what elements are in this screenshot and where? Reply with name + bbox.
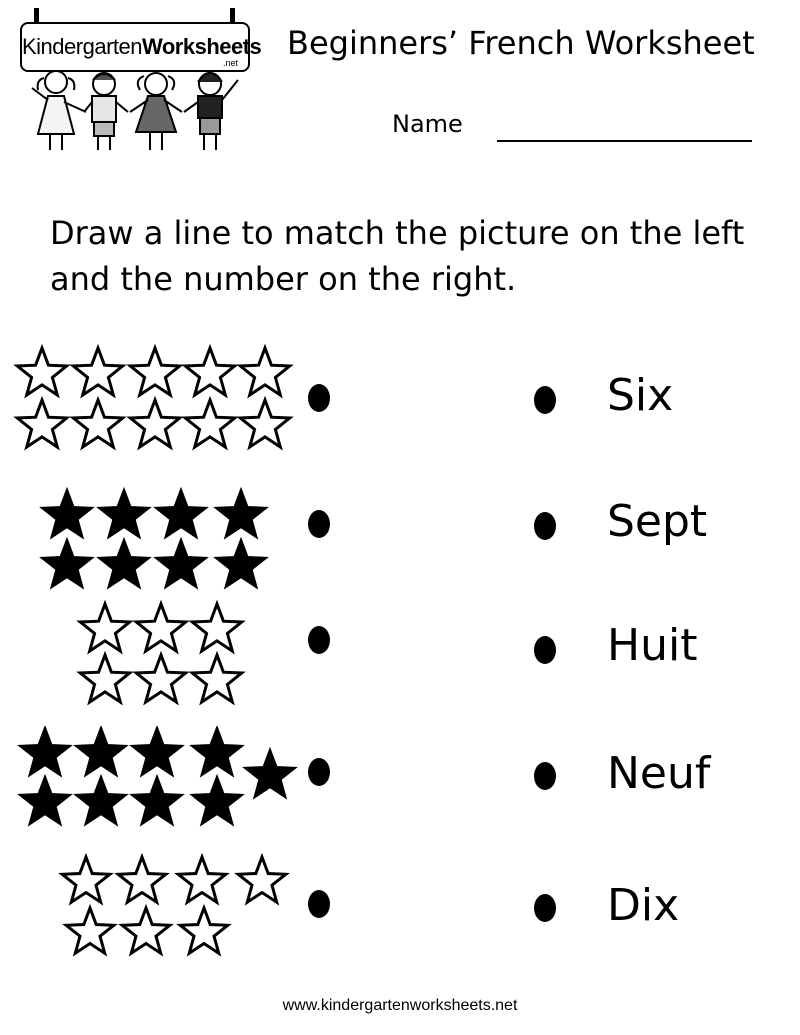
outline-star-icon — [118, 857, 166, 902]
outline-star-icon — [130, 400, 179, 447]
outline-star-icon — [122, 908, 170, 953]
worksheet-title: Beginners’ French Worksheet — [287, 24, 755, 62]
outline-star-icon — [80, 655, 129, 702]
filled-star-icon — [100, 541, 148, 586]
outline-star-icon — [80, 604, 129, 651]
left-match-dot[interactable] — [308, 626, 330, 654]
left-match-dot[interactable] — [308, 890, 330, 918]
filled-star-icon — [133, 729, 181, 774]
kids-illustration — [24, 66, 254, 158]
name-field-line[interactable] — [497, 140, 752, 142]
filled-star-icon — [193, 729, 241, 774]
outline-star-icon — [17, 348, 66, 395]
outline-star-icon — [130, 348, 179, 395]
filled-star-icon — [21, 778, 69, 823]
filled-star-icon — [157, 541, 205, 586]
right-match-dot[interactable] — [534, 762, 556, 790]
footer-url: www.kindergartenworksheets.net — [282, 997, 518, 1014]
filled-star-icon — [100, 491, 148, 536]
number-word: Dix — [607, 880, 680, 931]
outline-star-icon — [180, 908, 228, 953]
right-match-dot[interactable] — [534, 894, 556, 922]
match-row — [0, 486, 800, 586]
left-match-dot[interactable] — [308, 384, 330, 412]
filled-star-icon — [157, 491, 205, 536]
outline-star-icon — [73, 348, 122, 395]
number-word: Neuf — [607, 748, 711, 799]
logo-sign — [20, 22, 262, 72]
match-row — [0, 600, 800, 700]
outline-star-icon — [240, 400, 289, 447]
outline-star-icon — [73, 400, 122, 447]
outline-star-icon — [178, 857, 226, 902]
logo-brand-suffix: Worksheets — [141, 34, 262, 59]
outline-star-icon — [66, 908, 114, 953]
filled-star-icon — [43, 491, 91, 536]
filled-star-icon — [133, 778, 181, 823]
star-group — [0, 852, 300, 964]
outline-star-icon — [62, 857, 110, 902]
outline-star-icon — [185, 348, 234, 395]
outline-star-icon — [238, 857, 286, 902]
instructions: Draw a line to match the picture on the left and the number on the right. — [50, 214, 745, 298]
filled-star-icon — [193, 778, 241, 823]
match-row — [0, 852, 800, 952]
filled-star-icon — [246, 751, 294, 796]
outline-star-icon — [240, 348, 289, 395]
outline-star-icon — [17, 400, 66, 447]
logo — [14, 8, 262, 158]
star-group — [0, 486, 300, 598]
outline-star-icon — [136, 655, 185, 702]
right-match-dot[interactable] — [534, 636, 556, 664]
outline-star-icon — [192, 655, 241, 702]
match-row — [0, 726, 800, 826]
filled-star-icon — [77, 778, 125, 823]
number-word: Huit — [607, 620, 698, 671]
filled-star-icon — [217, 541, 265, 586]
filled-star-icon — [217, 491, 265, 536]
outline-star-icon — [136, 604, 185, 651]
star-group — [0, 726, 300, 838]
right-match-dot[interactable] — [534, 512, 556, 540]
outline-star-icon — [185, 400, 234, 447]
logo-brand-tld: .net — [222, 58, 238, 68]
filled-star-icon — [77, 729, 125, 774]
outline-star-icon — [192, 604, 241, 651]
number-word: Six — [607, 370, 674, 421]
match-row — [0, 344, 800, 444]
left-match-dot[interactable] — [308, 510, 330, 538]
star-group — [0, 600, 300, 712]
right-match-dot[interactable] — [534, 386, 556, 414]
star-group — [0, 344, 300, 456]
left-match-dot[interactable] — [308, 758, 330, 786]
logo-brand-prefix: Kindergarten — [22, 34, 142, 59]
name-label: Name — [392, 110, 463, 138]
filled-star-icon — [21, 729, 69, 774]
logo-text — [22, 34, 262, 60]
filled-star-icon — [43, 541, 91, 586]
number-word: Sept — [607, 496, 708, 547]
